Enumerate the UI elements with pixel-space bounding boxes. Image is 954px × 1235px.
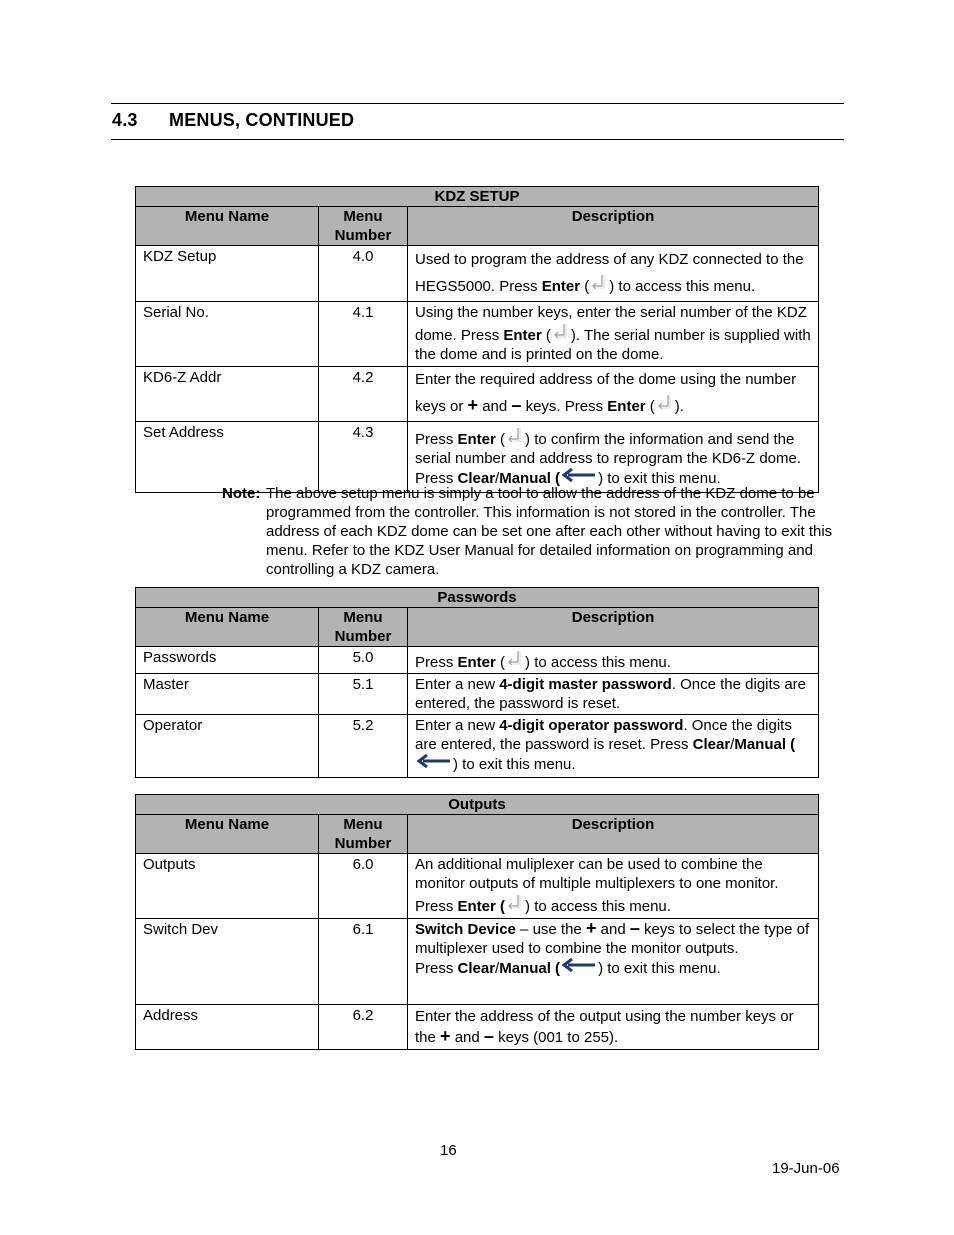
heading-bottom-rule — [111, 139, 844, 140]
column-header-description: Description — [408, 815, 819, 854]
menu-number: 5.0 — [319, 647, 408, 674]
kdz-setup-table — [135, 186, 819, 493]
column-header-menu-number: Menu Number — [319, 608, 408, 647]
footer-date: 19-Jun-06 — [772, 1160, 840, 1177]
menu-description: Press Enter ( ) to confirm the information and send the serial number and address to reprogram the KD6-Z dome. Press Clear/Manual ( ) to exit this menu. — [408, 422, 819, 493]
table-row — [136, 919, 819, 1005]
note-block — [222, 484, 847, 579]
table-row — [136, 674, 819, 715]
menu-name: Set Address — [136, 422, 319, 493]
left-arrow-icon — [417, 754, 451, 768]
menu-number: 5.2 — [319, 715, 408, 778]
table-row — [136, 367, 819, 422]
menu-number: 4.0 — [319, 246, 408, 302]
column-header-description: Description — [408, 608, 819, 647]
table-title: Outputs — [136, 795, 819, 815]
menu-description: Press Enter ( ) to access this menu. — [408, 647, 819, 674]
menu-number: 6.1 — [319, 919, 408, 1005]
enter-key-icon — [590, 273, 608, 293]
menu-name: Passwords — [136, 647, 319, 674]
column-header-menu-name: Menu Name — [136, 207, 319, 246]
table-title: KDZ SETUP — [136, 187, 819, 207]
menu-description: Using the number keys, enter the serial number of the KDZ dome. Press Enter ( ). The serial number is supplied with the dome and is printed on the dome. — [408, 302, 819, 367]
plus-key-icon: + — [467, 395, 479, 415]
menu-description: Enter the address of the output using the number keys or the + and – keys (001 to 255). — [408, 1005, 819, 1050]
menu-number: 4.1 — [319, 302, 408, 367]
outputs-table — [135, 794, 819, 1050]
section-title: MENUS, CONTINUED — [169, 110, 355, 130]
menu-description: Enter a new 4-digit operator password. Once the digits are entered, the password is reset. Press Clear/Manual () to exit this menu. — [408, 715, 819, 778]
note-label: Note: — [222, 485, 261, 502]
top-rule — [111, 103, 844, 104]
menu-name: Address — [136, 1005, 319, 1050]
plus-key-icon: + — [585, 918, 597, 938]
menu-name: KD6-Z Addr — [136, 367, 319, 422]
menu-name: Operator — [136, 715, 319, 778]
menu-number: 6.0 — [319, 854, 408, 919]
menu-name: Outputs — [136, 854, 319, 919]
table-row — [136, 715, 819, 778]
menu-number: 4.3 — [319, 422, 408, 493]
menu-description: Enter a new 4-digit master password. Once the digits are entered, the password is reset. — [408, 674, 819, 715]
enter-key-icon — [506, 649, 524, 669]
menu-name: KDZ Setup — [136, 246, 319, 302]
menu-description: Enter the required address of the dome using the number keys or + and – keys. Press Enter ( ). — [408, 367, 819, 422]
section-number: 4.3 — [112, 110, 138, 130]
menu-name: Serial No. — [136, 302, 319, 367]
left-arrow-icon — [562, 468, 596, 482]
minus-key-icon: – — [629, 918, 640, 938]
menu-description: Used to program the address of any KDZ connected to the HEGS5000. Press Enter ( ) to access this menu. — [408, 246, 819, 302]
table-row — [136, 246, 819, 302]
table-row — [136, 1005, 819, 1050]
menu-number: 5.1 — [319, 674, 408, 715]
table-title: Passwords — [136, 588, 819, 608]
enter-key-icon — [552, 322, 570, 342]
menu-description: Switch Device – use the + and – keys to select the type of multiplexer used to combine the monitor outputs. Press Clear/Manual ( ) to exit this menu. — [408, 919, 819, 1005]
enter-key-icon — [506, 893, 524, 913]
minus-key-icon: – — [483, 1026, 494, 1046]
section-heading — [112, 110, 354, 131]
column-header-menu-number: Menu Number — [319, 207, 408, 246]
passwords-table — [135, 587, 819, 778]
left-arrow-icon — [562, 958, 596, 972]
menu-number: 6.2 — [319, 1005, 408, 1050]
table-row — [136, 302, 819, 367]
enter-key-icon — [656, 393, 674, 413]
table-row — [136, 422, 819, 493]
plus-key-icon: + — [440, 1026, 451, 1046]
menu-number: 4.2 — [319, 367, 408, 422]
enter-key-icon — [506, 426, 524, 446]
page-number: 16 — [440, 1142, 457, 1159]
column-header-menu-name: Menu Name — [136, 608, 319, 647]
minus-key-icon: – — [511, 395, 522, 415]
column-header-description: Description — [408, 207, 819, 246]
table-row — [136, 854, 819, 919]
menu-description: An additional muliplexer can be used to combine the monitor outputs of multiple multiplexers to one monitor. Press Enter ( ) to access this menu. — [408, 854, 819, 919]
menu-name: Switch Dev — [136, 919, 319, 1005]
menu-name: Master — [136, 674, 319, 715]
note-text: The above setup menu is simply a tool to allow the address of the KDZ dome to be programmed from the controller. This information is not stored in the controller. The address of each KDZ dome can be set one after each other without having to exit this menu. Refer to the KDZ User Manual for detailed information on programming and controlling a KDZ camera. — [266, 485, 833, 578]
table-row — [136, 647, 819, 674]
column-header-menu-number: Menu Number — [319, 815, 408, 854]
column-header-menu-name: Menu Name — [136, 815, 319, 854]
